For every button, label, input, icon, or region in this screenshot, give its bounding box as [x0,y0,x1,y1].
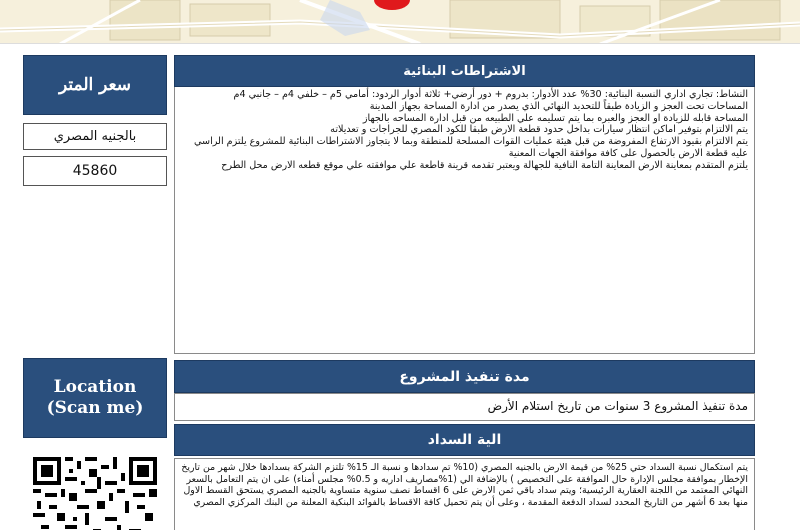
condition-line: النشاط: تجاري اداري النسبة البنائية: 30% عدد الأدوار: بدروم + دور أرضي+ ثلاثة أدوار الردود: أمامي 5م – خلفي 4م – جانبي 4م [233,89,748,100]
condition-line: المساحة قابله للزيادة او العجز والعبره بما يتم تسليمه علي الطبيعه من قبل ادارة المساحه بالجهاز [362,112,748,124]
condition-line: المساحات تحت العجز و الزيادة طبقاً للتحديد النهائي الذي يصدر من ادارة المساحة بجهاز المدينة [369,100,748,112]
map-image [0,0,800,44]
price-per-meter-label: سعر المتر [59,75,131,95]
payment-mechanism-text: يتم استكمال نسبة السداد حتي 25% من قيمة الارض بالجنيه المصري (10% تم سدادها و نسبة الـ 15% تلتزم الشركة بسدادها خلال شهر من تاريخ الإخطار بموافقة مجلس الإدارة حال الموافقة على التخصيص ) بالإضافة الي (1%مصاريف اداريه و 0.5% مجلس أمناء) على ان يتم التعامل بالسعر النهائي المعتمد من اللجنة العقارية الرئيسية؛ ويتم سداد باقي ثمن الارض على 6 اقساط نصف سنوية متساوية بالجنيه المصري يستحق القسط الاول منها بعد 6 أشهر من التاريخ المحدد لسداد الدفعة المقدمة ، وعلى أن يتم تحميل كافة الاقساط بالفوائد البنكية المعلنة من البنك المركزي المصري [174,458,755,530]
project-duration-title: مدة تنفيذ المشروع [174,360,755,393]
price-value: 45860 [23,156,167,186]
condition-line: يلتزم المتقدم بمعاينة الارض المعاينة التامة النافية للجهالة ويعتبر تقدمه قرينة قاطعة علي موافقته علي موقع قطعه الارض محل الطرح [221,159,748,171]
project-duration-text: مدة تنفيذ المشروع 3 سنوات من تاريخ استلام الأرض [174,393,755,421]
condition-line: يتم الالتزام بتوفير اماكن انتظار سيارات بداخل حدود قطعة الارض طبقا للكود المصري للجراجات و تعديلاته [330,124,748,136]
map-strip[interactable] [0,0,800,44]
scan-me-label: (Scan me) [46,398,144,418]
price-per-meter-title [23,55,167,115]
building-conditions-title: الاشتراطات البنائية [174,55,755,87]
currency-label: بالجنيه المصري [23,123,167,150]
qr-code-icon [33,457,157,530]
condition-line: يتم الالتزام بقيود الارتفاع المفروضة من قبل هيئة عمليات القوات المسلحة للمنطقة وبما لا يتجاوز الاشتراطات البنائية للمشروع يلتزم الراسي عليه قطعة الارض بالحصول على كافة موافقة الجهات المعنية [194,136,748,159]
location-qr-code[interactable] [33,457,157,530]
payment-mechanism-title: الية السداد [174,424,755,456]
location-scan-button[interactable] [23,358,167,438]
building-conditions-body [174,87,755,354]
location-label: Location [53,377,137,397]
